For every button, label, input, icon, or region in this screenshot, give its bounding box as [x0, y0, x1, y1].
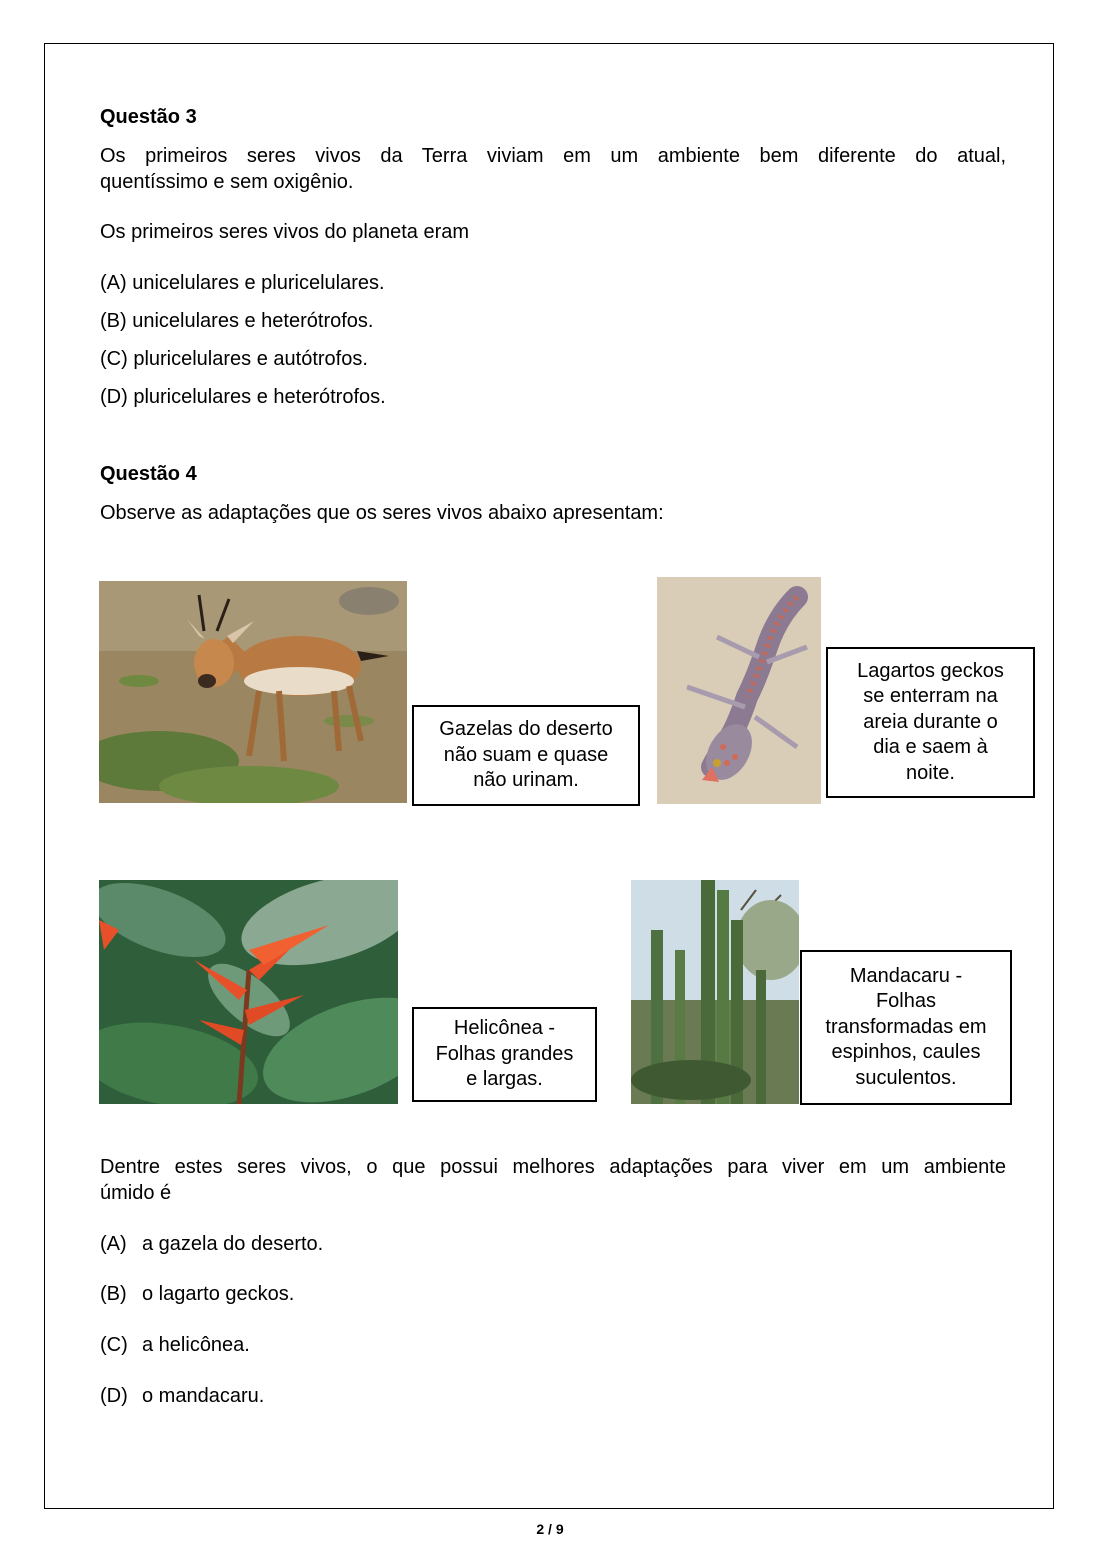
heliconia-caption-line: Helicônea - — [453, 1017, 556, 1040]
mandacaru-caption-line: Folhas — [875, 990, 936, 1013]
option-text: a helicônea. — [142, 1334, 250, 1356]
gazelle-photo — [99, 581, 407, 803]
mandacaru-caption-line: espinhos, caules — [831, 1041, 981, 1064]
gecko-caption-line: dia e saem à — [873, 736, 988, 759]
gecko-caption-line: noite. — [906, 761, 955, 784]
question-3-title: Questão 3 — [100, 106, 197, 128]
gecko-caption-line: areia durante o — [863, 710, 998, 733]
option-text: a gazela do deserto. — [142, 1233, 324, 1255]
heliconia-caption — [412, 1007, 597, 1102]
gecko-photo — [657, 577, 821, 804]
question-4-prompt-line-1: Dentre estes seres vivos, o que possui melhores adaptações para viver em um ambiente — [100, 1156, 1006, 1178]
heliconia-photo — [99, 880, 398, 1104]
question-3-option-a[interactable]: (A) unicelulares e pluricelulares. — [100, 272, 385, 294]
mandacaru-caption-line: suculentos. — [855, 1066, 957, 1089]
question-4-title: Questão 4 — [100, 463, 197, 485]
question-3-option-d[interactable]: (D) pluricelulares e heterótrofos. — [100, 386, 386, 408]
gecko-caption-line: se enterram na — [863, 685, 998, 708]
gecko-caption-line: Lagartos geckos — [857, 659, 1004, 682]
question-3-intro-line-2: quentíssimo e sem oxigênio. — [100, 171, 354, 193]
option-text: o lagarto geckos. — [142, 1283, 295, 1305]
question-4-option-a[interactable] — [100, 1233, 323, 1256]
gazelle-caption-line: Gazelas do deserto — [439, 718, 613, 741]
question-4-option-d[interactable] — [100, 1385, 264, 1408]
option-letter: (C) — [100, 1334, 128, 1356]
gazelle-caption-line: não suam e quase — [443, 743, 609, 766]
mandacaru-caption — [800, 950, 1012, 1105]
page-number: 2 / 9 — [536, 1521, 564, 1537]
mandacaru-caption-line: transformadas em — [825, 1015, 987, 1038]
question-4-prompt-line-2: úmido é — [100, 1182, 172, 1204]
option-letter: (B) — [100, 1283, 127, 1305]
question-4-option-b[interactable] — [100, 1283, 294, 1306]
mandacaru-photo — [631, 880, 799, 1104]
question-3-option-c[interactable]: (C) pluricelulares e autótrofos. — [100, 348, 368, 370]
gazelle-caption — [412, 705, 640, 806]
question-3-intro-line-1: Os primeiros seres vivos da Terra viviam em um ambiente bem diferente do atual, — [100, 145, 1006, 167]
question-3-option-b[interactable]: (B) unicelulares e heterótrofos. — [100, 310, 374, 332]
mandacaru-caption-line: Mandacaru - — [849, 964, 963, 987]
question-3-prompt: Os primeiros seres vivos do planeta eram — [100, 221, 470, 243]
gecko-caption — [826, 647, 1035, 798]
heliconia-caption-line: e largas. — [466, 1068, 543, 1091]
gazelle-caption-line: não urinam. — [473, 769, 579, 792]
heliconia-caption-line: Folhas grandes — [435, 1042, 574, 1065]
question-4-intro: Observe as adaptações que os seres vivos abaixo apresentam: — [100, 502, 664, 524]
question-4-option-c[interactable] — [100, 1334, 250, 1357]
option-letter: (A) — [100, 1233, 127, 1255]
option-letter: (D) — [100, 1385, 128, 1407]
option-text: o mandacaru. — [142, 1385, 265, 1407]
